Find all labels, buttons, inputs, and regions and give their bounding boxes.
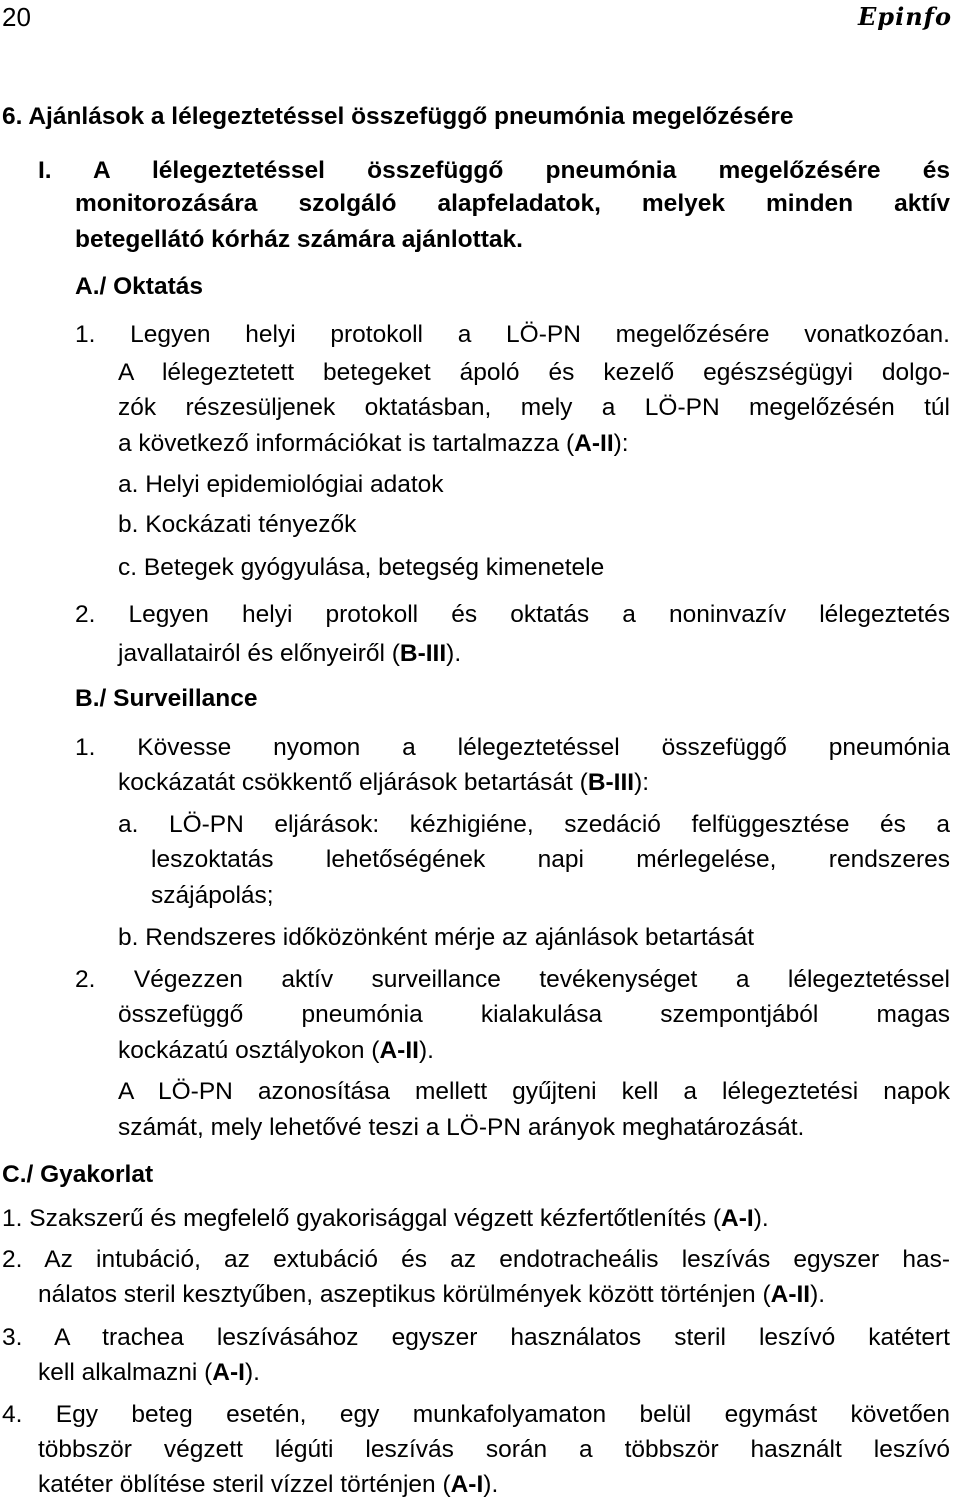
section-a-heading: A./ Oktatás bbox=[75, 273, 203, 300]
a-item-1-line-3: zók részesüljenek oktatásban, mely a LÖ-PN megelőzésén túl bbox=[118, 394, 950, 421]
evidence-grade: B-III bbox=[399, 640, 447, 667]
section-i-line-1: I. A lélegeztetéssel összefüggő pneumónia megelőzésére és bbox=[38, 157, 950, 184]
a-subitem-a: a. Helyi epidemiológiai adatok bbox=[118, 471, 444, 498]
a-item-2-line-1: 2. Legyen helyi protokoll és oktatás a noninvazív lélegeztetés bbox=[75, 601, 950, 628]
b-item-2-line-2: összefüggő pneumónia kialakulása szempontjából magas bbox=[118, 1001, 950, 1028]
b-item-1-line-2: kockázatát csökkentő eljárások betartását (B-III): bbox=[118, 769, 650, 796]
page-number: 20 bbox=[2, 2, 31, 32]
b-item-1-line-1: 1. Kövesse nyomon a lélegeztetéssel összefüggő pneumónia bbox=[75, 734, 950, 761]
b-subitem-a-line-1: a. LÖ-PN eljárások: kézhigiéne, szedáció felfüggesztése és a bbox=[118, 811, 950, 838]
a-item-2-line-2: javallatairól és előnyeiről (B-III). bbox=[118, 640, 462, 667]
a-subitem-c: c. Betegek gyógyulása, betegség kimenetele bbox=[118, 554, 605, 581]
b-subitem-a-line-2: leszoktatás lehetőségének napi mérlegelése, rendszeres bbox=[151, 846, 950, 873]
b-subitem-a-line-3: szájápolás; bbox=[151, 882, 274, 909]
c-item-4-line-1: 4. Egy beteg esetén, egy munkafolyamaton belül egymást követően bbox=[2, 1401, 950, 1428]
c-item-3-line-1: 3. A trachea leszívásához egyszer használatos steril leszívó katétert bbox=[2, 1324, 950, 1351]
section-i-line-3: betegellátó kórház számára ajánlottak. bbox=[75, 226, 523, 253]
b-item-2-line-3: kockázatú osztályokon (A-II). bbox=[118, 1037, 434, 1064]
c-item-3-line-2: kell alkalmazni (A-I). bbox=[38, 1359, 260, 1386]
b-item-2-para-line-2: számát, mely lehetővé teszi a LÖ-PN arányok meghatározását. bbox=[118, 1114, 805, 1141]
evidence-grade: A-II bbox=[574, 430, 614, 457]
b-subitem-b: b. Rendszeres időközönként mérje az ajánlások betartását bbox=[118, 924, 754, 951]
c-item-1: 1. Szakszerű és megfelelő gyakorisággal végzett kézfertőtlenítés (A-I). bbox=[2, 1205, 769, 1232]
section-title: 6. Ajánlások a lélegeztetéssel összefüggő pneumónia megelőzésére bbox=[2, 103, 794, 130]
section-c-heading: C./ Gyakorlat bbox=[2, 1161, 154, 1188]
evidence-grade: A-I bbox=[721, 1205, 754, 1232]
section-i-line-2: monitorozására szolgáló alapfeladatok, melyek minden aktív bbox=[75, 190, 950, 217]
c-item-4-line-2: többször végzett légúti leszívás során a többször használt leszívó bbox=[38, 1436, 950, 1463]
evidence-grade: B-III bbox=[587, 769, 635, 796]
evidence-grade: A-I bbox=[450, 1471, 484, 1498]
a-subitem-b: b. Kockázati tényezők bbox=[118, 511, 357, 538]
b-item-2-para-line-1: A LÖ-PN azonosítása mellett gyűjteni kell a lélegeztetési napok bbox=[118, 1078, 950, 1105]
c-item-2-line-1: 2. Az intubáció, az extubáció és az endotracheális leszívás egyszer has- bbox=[2, 1246, 950, 1273]
evidence-grade: A-II bbox=[379, 1037, 419, 1064]
evidence-grade: A-I bbox=[212, 1359, 245, 1386]
c-item-4-line-3: katéter öblítése steril vízzel történjen (A-I). bbox=[38, 1471, 499, 1498]
c-item-2-line-2: nálatos steril kesztyűben, aszeptikus körülmények között történjen (A-II). bbox=[38, 1281, 826, 1308]
a-item-1-line-4: a következő információkat is tartalmazza (A-II): bbox=[118, 430, 629, 457]
evidence-grade: A-II bbox=[770, 1281, 811, 1308]
a-item-1-line-2: A lélegeztetett betegeket ápoló és kezelő egészségügyi dolgo- bbox=[118, 359, 950, 386]
brand-logo: Epinfo bbox=[858, 2, 952, 31]
a-item-1-line-1: 1. Legyen helyi protokoll a LÖ-PN megelőzésére vonatkozóan. bbox=[75, 321, 950, 348]
section-b-heading: B./ Surveillance bbox=[75, 685, 258, 712]
b-item-2-line-1: 2. Végezzen aktív surveillance tevékenységet a lélegeztetéssel bbox=[75, 966, 950, 993]
